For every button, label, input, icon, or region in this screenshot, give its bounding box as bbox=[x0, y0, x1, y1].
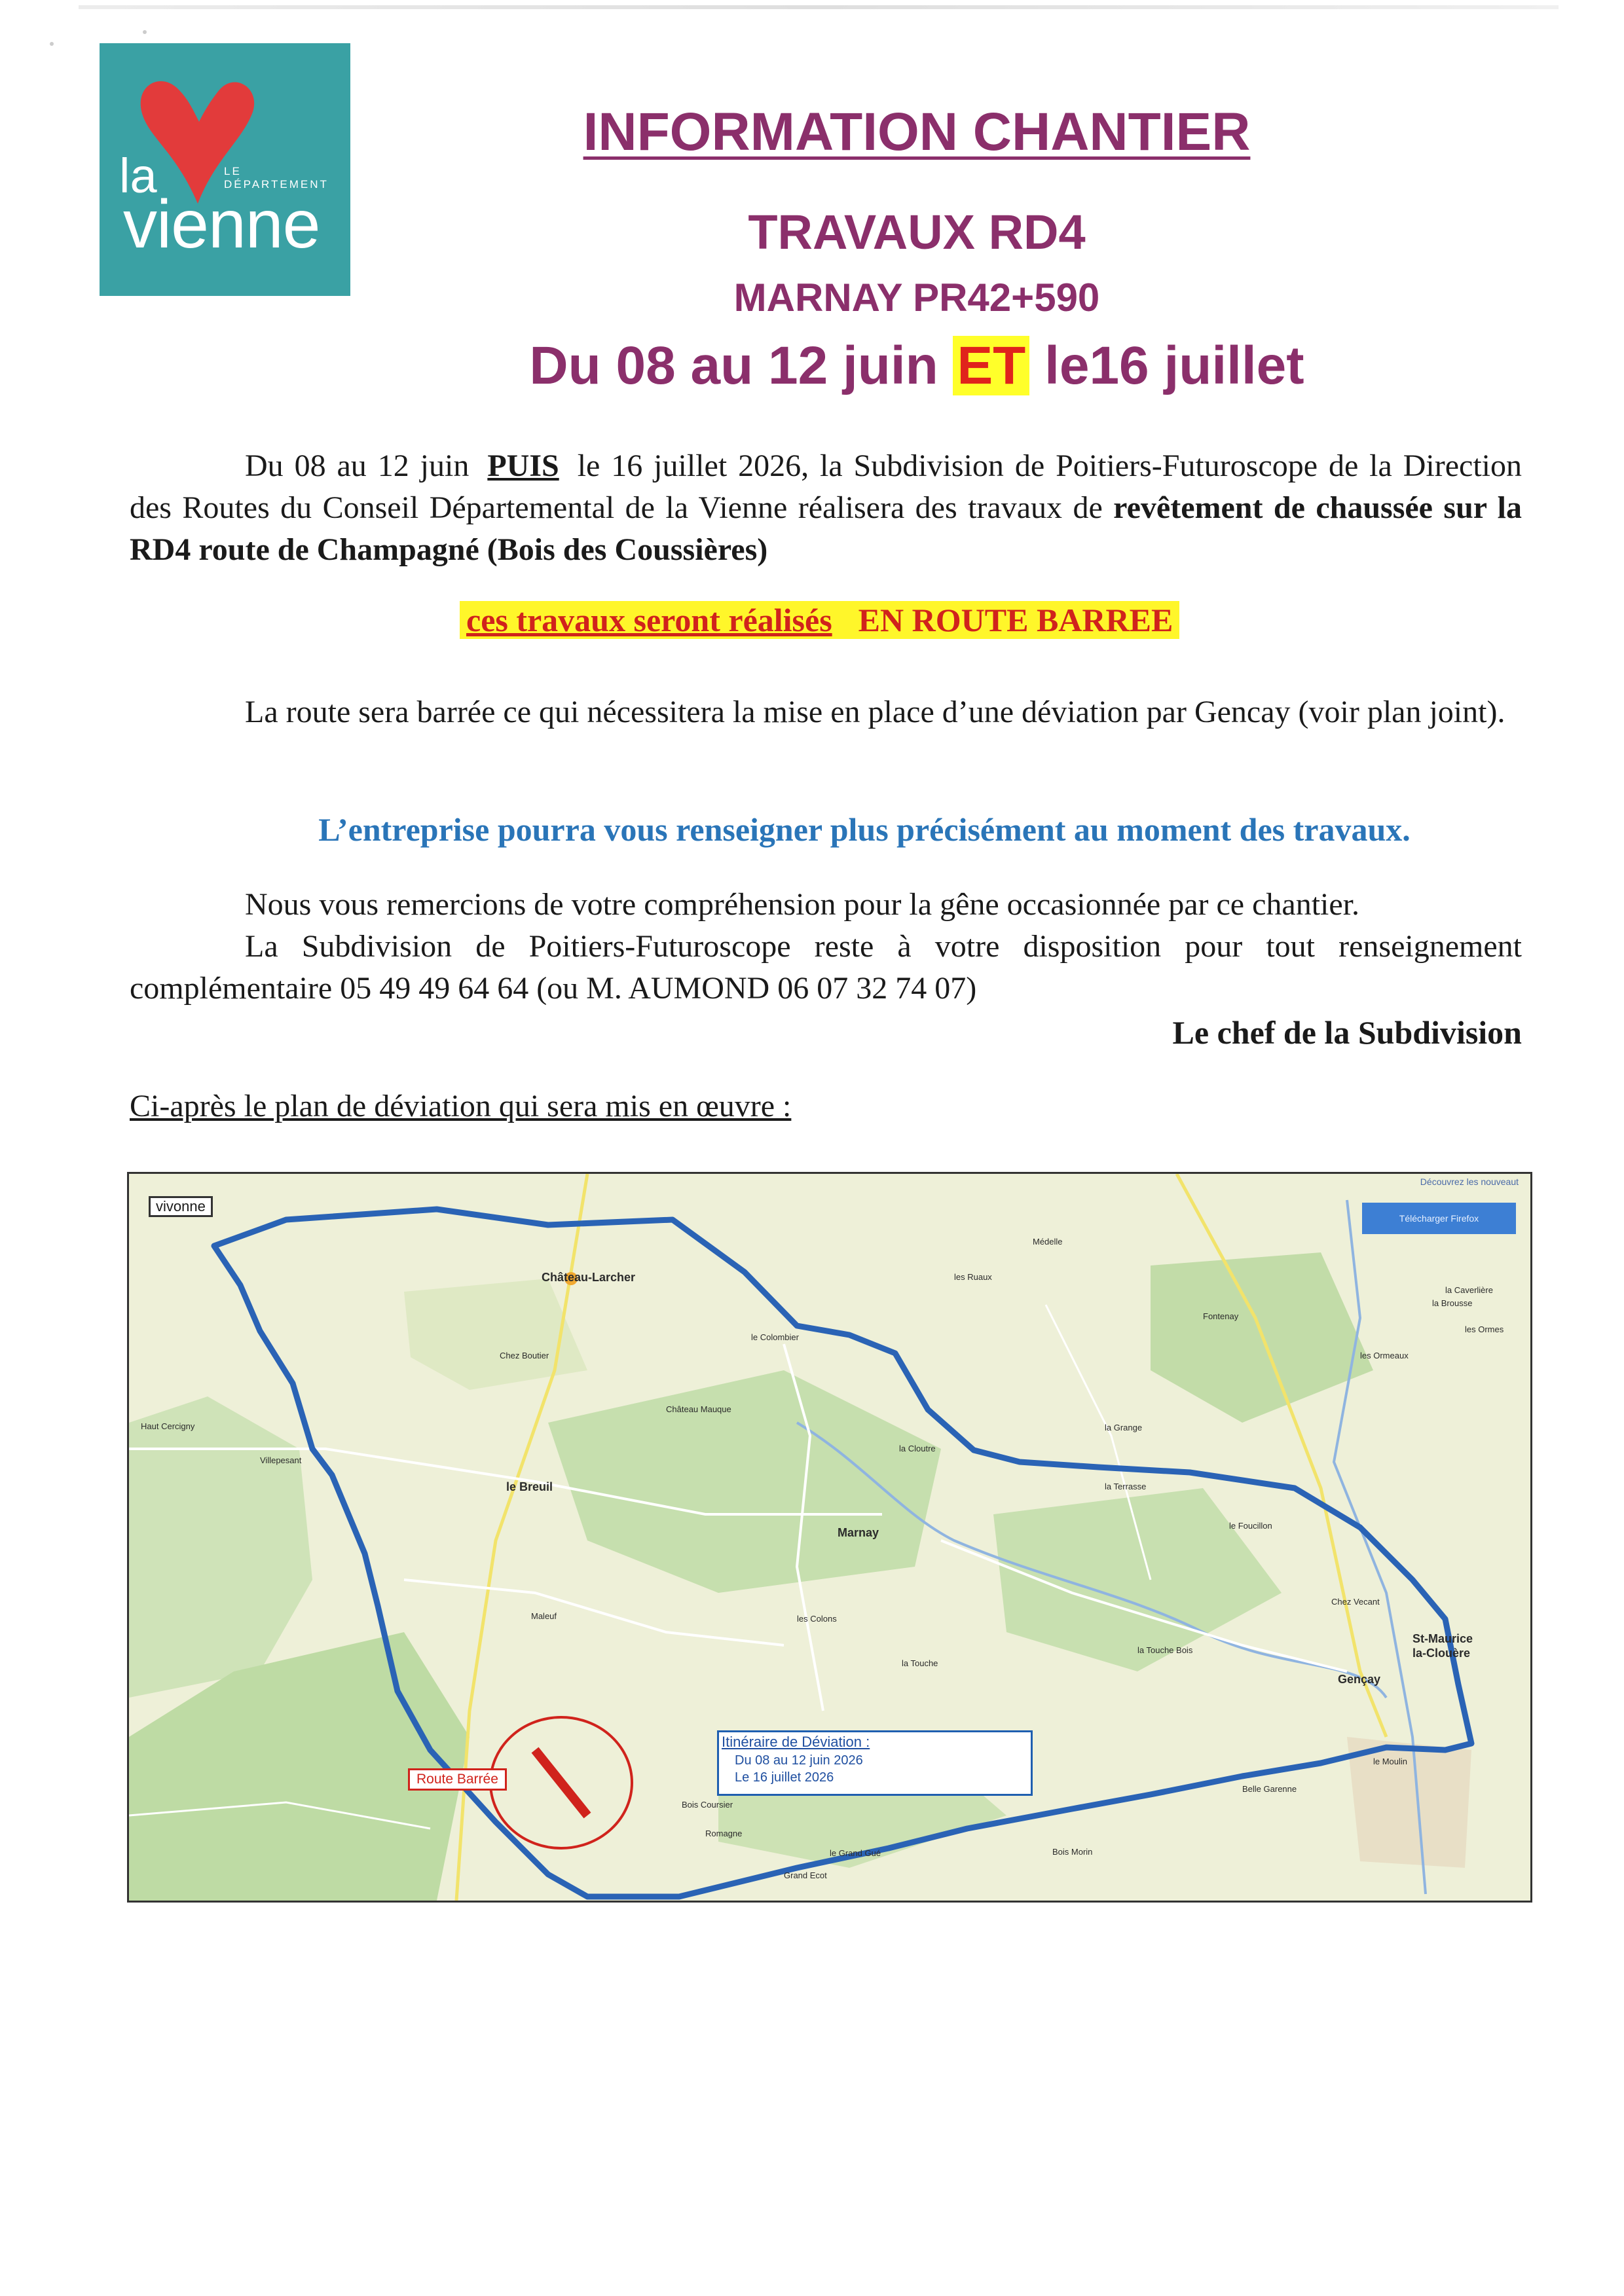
place-chateau-larcher: Château-Larcher bbox=[542, 1271, 636, 1284]
place-la-cloutre: la Cloutre bbox=[899, 1444, 936, 1453]
vivonne-label: vivonne bbox=[149, 1196, 213, 1217]
place-chateau-mauque: Château Mauque bbox=[666, 1404, 731, 1414]
scan-speck bbox=[50, 42, 54, 46]
place-le-breuil: le Breuil bbox=[506, 1480, 553, 1493]
itinerary-box bbox=[717, 1730, 1033, 1796]
place-chez-boutier: Chez Boutier bbox=[500, 1351, 549, 1360]
itinerary-line1: Du 08 au 12 juin 2026 bbox=[735, 1753, 863, 1768]
contact-paragraph: La Subdivision de Poitiers-Futuroscope reste à votre disposition pour tout renseignement complémentaire 05 49 49 64 64 (ou M. AUMOND 06 07 32 74 07) bbox=[130, 929, 1522, 1006]
town-area bbox=[1347, 1737, 1471, 1868]
closure-segment bbox=[535, 1750, 587, 1815]
dates-et-highlight: ET bbox=[953, 336, 1029, 395]
detour-paragraph: La route sera barrée ce qui nécessitera la mise en place d’une déviation par Gencay (voir plan joint). bbox=[245, 695, 1505, 729]
intro-rest: le 16 juillet 2026, la Subdivision de Poitiers-Futuroscope de la Direction des Routes du Conseil Départemental de la Vienne réalisera des travaux de bbox=[130, 448, 1522, 525]
intro-paragraph bbox=[130, 445, 1522, 571]
place-le-colombier: le Colombier bbox=[751, 1332, 799, 1342]
closure-notice-b: EN ROUTE BARREE bbox=[858, 602, 1173, 638]
place-villepesant: Villepesant bbox=[260, 1455, 302, 1465]
place-st-maurice-1: St-Maurice bbox=[1412, 1632, 1473, 1645]
logo-vienne: vienne bbox=[123, 187, 320, 263]
place-grand-gue: le Grand Gué bbox=[830, 1848, 881, 1858]
intro-bold: revêtement de chaussée sur la RD4 route de Champagné (Bois des Coussières) bbox=[130, 490, 1522, 567]
place-maleuf: Maleuf bbox=[531, 1611, 557, 1621]
place-marnay: Marnay bbox=[838, 1526, 879, 1539]
download-firefox-button[interactable]: Télécharger Firefox bbox=[1362, 1203, 1516, 1234]
forest-area bbox=[548, 1370, 941, 1593]
scan-speck bbox=[143, 30, 147, 34]
browser-link[interactable]: Découvrez les nouveaut bbox=[1420, 1176, 1519, 1187]
place-les-ormes: les Ormes bbox=[1465, 1324, 1504, 1334]
location-heading: MARNAY PR42+590 bbox=[733, 276, 1100, 319]
place-romagne: Romagne bbox=[705, 1829, 743, 1838]
place-fontenay: Fontenay bbox=[1203, 1311, 1239, 1321]
thanks-paragraph: Nous vous remercions de votre compréhension pour la gêne occasionnée par ce chantier. bbox=[245, 887, 1360, 922]
scan-edge bbox=[79, 5, 1559, 9]
place-le-foucillon: le Foucillon bbox=[1229, 1521, 1272, 1531]
itinerary-title: Itinéraire de Déviation : bbox=[722, 1734, 870, 1750]
itinerary-line2: Le 16 juillet 2026 bbox=[735, 1770, 834, 1785]
page-title bbox=[105, 101, 1624, 163]
place-medelle: Médelle bbox=[1033, 1237, 1063, 1247]
place-la-touche-bois: la Touche Bois bbox=[1137, 1645, 1193, 1655]
logo-la: la bbox=[119, 149, 157, 203]
dates-part2: le16 juillet bbox=[1029, 336, 1304, 395]
place-gencay: Gençay bbox=[1338, 1673, 1381, 1686]
deviation-map bbox=[127, 1172, 1532, 1903]
place-les-ormeaux: les Ormeaux bbox=[1360, 1351, 1409, 1360]
place-st-maurice-2: la-Clouère bbox=[1412, 1647, 1471, 1660]
closure-notice bbox=[460, 601, 1179, 639]
page-title-text: INFORMATION CHANTIER bbox=[583, 102, 1251, 162]
logo-departement: LE DÉPARTEMENT bbox=[224, 165, 329, 191]
route-barree-label: Route Barrée bbox=[408, 1768, 507, 1791]
place-le-moulin: le Moulin bbox=[1373, 1757, 1408, 1766]
works-heading: TRAVAUX RD4 bbox=[748, 205, 1086, 259]
closure-notice-a: ces travaux seront réalisés bbox=[466, 602, 832, 638]
map-intro: Ci-après le plan de déviation qui sera mis en œuvre : bbox=[130, 1089, 792, 1123]
intro-puis: PUIS bbox=[487, 448, 559, 483]
place-belle-garenne: Belle Garenne bbox=[1242, 1784, 1297, 1794]
dates-heading bbox=[105, 335, 1624, 397]
place-bois-morin: Bois Morin bbox=[1052, 1847, 1093, 1857]
forest-area bbox=[129, 1396, 312, 1698]
place-les-ruaux: les Ruaux bbox=[954, 1272, 992, 1282]
place-grand-ecot: Grand Ecot bbox=[784, 1870, 827, 1880]
company-info: L’entreprise pourra vous renseigner plus précisément au moment des travaux. bbox=[318, 811, 1411, 848]
place-la-caverliere: la Caverlière bbox=[1445, 1285, 1493, 1295]
place-bois-coursier: Bois Coursier bbox=[682, 1800, 733, 1810]
place-la-terrasse: la Terrasse bbox=[1105, 1482, 1147, 1491]
place-la-touche: la Touche bbox=[902, 1658, 938, 1668]
place-la-brousse: la Brousse bbox=[1432, 1298, 1473, 1308]
signature: Le chef de la Subdivision bbox=[1172, 1014, 1522, 1051]
place-chez-vecant: Chez Vecant bbox=[1331, 1597, 1380, 1607]
dates-part1: Du 08 au 12 juin bbox=[529, 336, 953, 395]
place-les-colons: les Colons bbox=[797, 1614, 837, 1624]
place-haut-cercigny: Haut Cercigny bbox=[141, 1421, 195, 1431]
place-la-grange: la Grange bbox=[1105, 1423, 1143, 1432]
intro-start: Du 08 au 12 juin bbox=[245, 448, 470, 483]
